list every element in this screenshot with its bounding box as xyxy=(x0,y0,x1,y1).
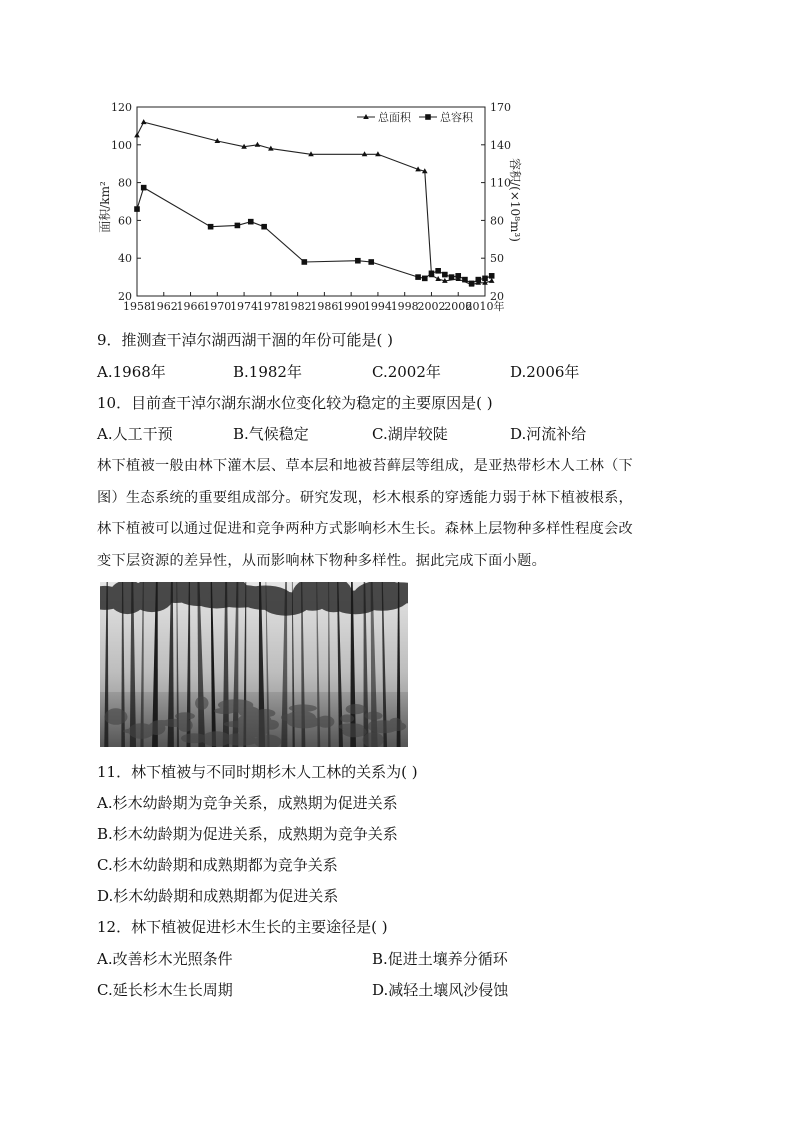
q12-option-b[interactable]: B.促进土壤养分循环 xyxy=(372,950,508,968)
y-left-tick-label: 80 xyxy=(118,176,132,190)
q9-option-a[interactable]: A.1968年 xyxy=(97,363,166,381)
legend-marker-volume xyxy=(425,114,431,120)
volume-point xyxy=(415,274,421,280)
x-tick-label: 1966 xyxy=(176,300,205,313)
x-tick-label: 1974 xyxy=(230,300,259,313)
plot-frame xyxy=(137,107,485,296)
volume-point xyxy=(482,276,488,282)
volume-point xyxy=(489,273,495,279)
x-tick-label: 1998 xyxy=(390,300,419,313)
q12-option-d[interactable]: D.减轻土壤风沙侵蚀 xyxy=(372,981,509,999)
q11-option-b[interactable]: B.杉木幼龄期为促进关系，成熟期为竞争关系 xyxy=(97,825,398,843)
volume-point xyxy=(141,185,147,191)
volume-point xyxy=(455,273,461,279)
q11-stem: 11．林下植被与不同时期杉木人工林的关系为( ) xyxy=(97,763,418,781)
passage-line: 变下层资源的差异性，从而影响林下物种多样性。据此完成下面小题。 xyxy=(97,552,547,569)
q11-option-a[interactable]: A.杉木幼龄期为竞争关系，成熟期为促进关系 xyxy=(97,794,398,812)
x-tick-label: 2002 xyxy=(417,300,446,313)
volume-point xyxy=(442,272,448,278)
x-tick-label: 1978 xyxy=(256,300,285,313)
volume-point xyxy=(476,277,482,283)
q10-stem: 10．目前查干淖尔湖东湖水位变化较为稳定的主要原因是( ) xyxy=(97,394,493,412)
q12-option-a[interactable]: A.改善杉木光照条件 xyxy=(97,950,233,968)
y-right-tick-label: 50 xyxy=(490,252,504,266)
x-tick-label: 1986 xyxy=(310,300,339,313)
y-right-tick-label: 20 xyxy=(490,290,504,303)
y-left-tick-label: 120 xyxy=(111,101,132,114)
y-right-tick-label: 110 xyxy=(490,176,511,190)
x-tick-label: 1982 xyxy=(283,300,312,313)
y-left-tick-label: 20 xyxy=(118,290,132,303)
y-axis-left-label: 面积/km² xyxy=(98,181,112,233)
y-right-tick-label: 80 xyxy=(490,214,504,228)
passage-line: 林下植被可以通过促进和竞争两种方式影响杉木生长。森林上层物种多样性程度会改 xyxy=(97,521,634,537)
series-line-area xyxy=(137,122,492,285)
q11-option-d[interactable]: D.杉木幼龄期和成熟期都为促进关系 xyxy=(97,887,339,905)
y-left-tick-label: 40 xyxy=(118,252,132,266)
volume-point xyxy=(368,259,374,265)
y-right-tick-label: 140 xyxy=(490,138,511,152)
q12-option-c[interactable]: C.延长杉木生长周期 xyxy=(97,981,233,999)
volume-point xyxy=(449,274,455,280)
q11-option-c[interactable]: C.杉木幼龄期和成熟期都为竞争关系 xyxy=(97,856,338,874)
area-point xyxy=(141,119,147,124)
y-right-tick-label: 170 xyxy=(490,101,511,114)
volume-point xyxy=(435,268,441,274)
volume-point xyxy=(462,277,468,283)
x-tick-label: 1958 xyxy=(123,300,151,313)
y-left-tick-label: 60 xyxy=(118,214,132,228)
q9-option-c[interactable]: C.2002年 xyxy=(372,363,441,381)
volume-point xyxy=(302,259,308,265)
x-tick-label: 2010年 xyxy=(465,300,505,313)
passage-line: 图）生态系统的重要组成部分。研究发现，杉木根系的穿透能力弱于林下植被根系， xyxy=(97,489,634,506)
volume-point xyxy=(355,258,361,264)
x-tick-label: 1970 xyxy=(203,300,232,313)
q9-option-b[interactable]: B.1982年 xyxy=(233,363,302,381)
area-point xyxy=(255,142,261,147)
x-tick-label: 2006 xyxy=(444,300,473,313)
volume-point xyxy=(429,271,435,277)
x-tick-label: 1994 xyxy=(363,300,392,313)
reading-passage xyxy=(97,451,709,577)
q12-stem: 12．林下植被促进杉木生长的主要途径是( ) xyxy=(97,918,388,936)
y-left-tick-label: 100 xyxy=(111,138,132,152)
volume-point xyxy=(134,206,140,212)
y-axis-right-label: 容积/(×10⁸m³) xyxy=(508,158,522,242)
fir-plantation-photo xyxy=(100,582,408,747)
q10-option-c[interactable]: C.湖岸较陡 xyxy=(372,425,448,443)
volume-point xyxy=(261,224,267,230)
legend-label-area: 总面积 xyxy=(378,111,411,124)
volume-point xyxy=(208,224,214,230)
q10-option-b[interactable]: B.气候稳定 xyxy=(233,425,309,443)
passage-line: 林下植被一般由林下灌木层、草本层和地被苔藓层等组成，是亚热带杉木人工林（下 xyxy=(97,458,634,474)
q9-option-d[interactable]: D.2006年 xyxy=(510,363,580,381)
legend-label-volume: 总容积 xyxy=(440,111,473,124)
x-tick-label: 1962 xyxy=(149,300,178,313)
q10-option-a[interactable]: A.人工干预 xyxy=(97,425,173,443)
volume-point xyxy=(248,219,254,225)
volume-point xyxy=(422,276,428,282)
lake-area-volume-chart xyxy=(95,95,525,320)
q9-stem: 9．推测查干淖尔湖西湖干涸的年份可能是( ) xyxy=(97,331,394,349)
volume-point xyxy=(469,281,475,287)
q10-option-d[interactable]: D.河流补给 xyxy=(510,425,587,443)
x-tick-label: 1990 xyxy=(337,300,366,313)
volume-point xyxy=(235,223,241,229)
area-point xyxy=(134,132,140,137)
